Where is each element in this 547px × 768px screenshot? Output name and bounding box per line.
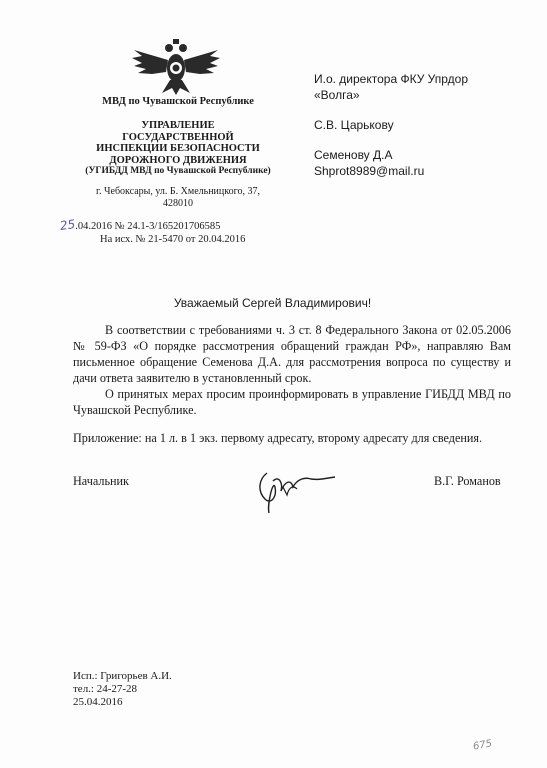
- annex-note: Приложение: на 1 л. в 1 экз. первому адресату, второму адресату для сведения.: [73, 431, 483, 445]
- signer-name: В.Г. Романов: [434, 474, 501, 488]
- department-name: [80, 120, 276, 178]
- dept-line: ГОСУДАРСТВЕННОЙ: [122, 131, 234, 143]
- reply-reference: На исх. № 21-5470 от 20.04.2016: [100, 234, 246, 245]
- executor-date: 25.04.2016: [73, 696, 123, 708]
- registration-rest: .04.2016 № 24.1-3/165201706585: [75, 221, 221, 232]
- registration-number: [60, 219, 298, 233]
- dept-line: ИНСПЕКЦИИ БЕЗОПАСНОСТИ: [96, 143, 260, 154]
- salutation: Уважаемый Сергей Владимирович!: [173, 296, 372, 310]
- registration-block: [60, 219, 298, 246]
- address-line: г. Чебоксары, ул. Б. Хмельницкого, 37,: [96, 186, 260, 197]
- handwritten-day: 25: [59, 217, 77, 234]
- recipients-block: [314, 71, 534, 179]
- second-recipient-email: Shprot8989@mail.ru: [314, 164, 425, 178]
- letter-body: [73, 322, 511, 418]
- handwritten-page-number: 675: [472, 738, 493, 753]
- handwritten-signature: [253, 465, 337, 515]
- executor-info: [73, 670, 273, 709]
- executor-phone: тел.: 24-27-28: [73, 683, 138, 695]
- dept-line: ДОРОЖНОГО ДВИЖЕНИЯ: [109, 154, 247, 166]
- second-recipient-name: Семенову Д.А: [314, 148, 393, 162]
- address-line: 428010: [163, 198, 193, 209]
- dept-line: УПРАВЛЕНИЕ: [141, 120, 215, 131]
- body-paragraph: В соответствии с требованиями ч. 3 ст. 8 Федерального Закона от 02.05.2006 № 59-ФЗ «О порядке рассмотрения обращений граждан РФ», направляю Вам письменное обращение Семенова Д.А. для рассмотрения вопроса по существу и дачи ответа заявителю в установленный срок.: [73, 323, 511, 385]
- recipient-name: С.В. Царькову: [314, 118, 394, 132]
- double-headed-eagle-emblem: [128, 38, 224, 96]
- dept-line: (УГИБДД МВД по Чувашской Республике): [85, 166, 271, 176]
- signer-title: Начальник: [73, 474, 129, 488]
- executor-name: Исп.: Григорьев А.И.: [73, 670, 172, 682]
- organization-name: МВД по Чувашской Республике: [102, 96, 254, 107]
- address: [80, 186, 276, 210]
- recipient-org: «Волга»: [314, 88, 360, 102]
- recipient-position: И.о. директора ФКУ Упрдор: [314, 72, 468, 86]
- body-paragraph: О принятых мерах просим проинформировать в управление ГИБДД МВД по Чувашской Республике.: [73, 387, 511, 417]
